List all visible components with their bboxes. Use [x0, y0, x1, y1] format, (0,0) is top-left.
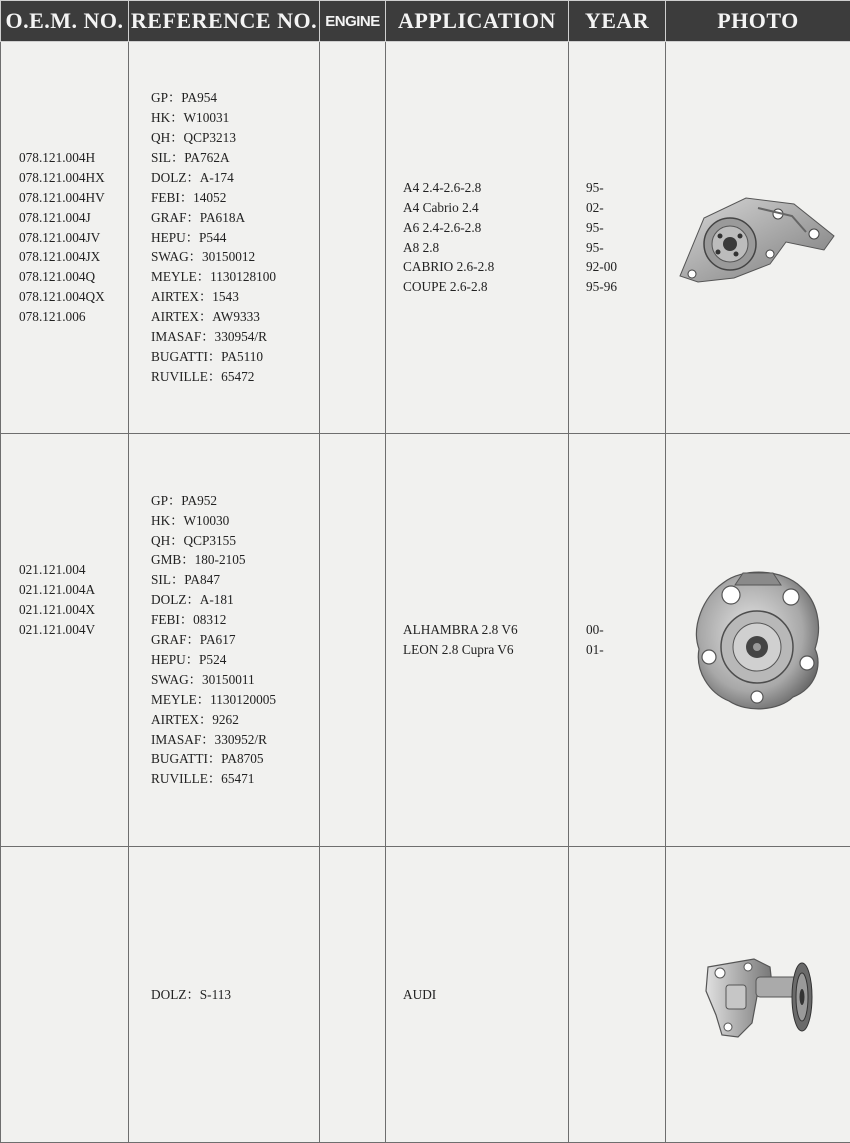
reference-number: HK：W10030 [151, 511, 319, 531]
oem-cell [1, 42, 129, 434]
oem-number: 078.121.004Q [19, 267, 128, 287]
header-reference: REFERENCE NO. [129, 1, 320, 42]
engine-cell [320, 847, 386, 1143]
year-cell [569, 434, 666, 847]
oem-number: 078.121.004HX [19, 168, 128, 188]
reference-number: RUVILLE：65472 [151, 367, 319, 387]
photo-cell [666, 847, 850, 1143]
reference-number: MEYLE：1130128100 [151, 267, 319, 287]
header-oem: O.E.M. NO. [1, 1, 129, 42]
reference-number: GMB：180-2105 [151, 550, 319, 570]
oem-cell [1, 847, 129, 1143]
reference-number: IMASAF：330954/R [151, 327, 319, 347]
reference-number: QH：QCP3213 [151, 128, 319, 148]
application-model: A8 2.8 [403, 238, 568, 258]
header-engine: ENGINE [320, 1, 386, 42]
reference-number: SIL：PA847 [151, 570, 319, 590]
year-range: 00- [586, 620, 665, 640]
reference-cell [129, 847, 320, 1143]
oem-number: 078.121.004HV [19, 188, 128, 208]
header-photo: PHOTO [666, 1, 850, 42]
oem-number: 078.121.004QX [19, 287, 128, 307]
reference-number: AIRTEX：9262 [151, 710, 319, 730]
year-range: 95- [586, 178, 665, 198]
oem-cell [1, 434, 129, 847]
application-model: A4 2.4-2.6-2.8 [403, 178, 568, 198]
application-model: AUDI [403, 985, 568, 1005]
reference-number: SIL：PA762A [151, 148, 319, 168]
oem-number: 021.121.004 [19, 560, 128, 580]
application-cell [386, 847, 569, 1143]
reference-number: FEBI：14052 [151, 188, 319, 208]
reference-number: GRAF：PA618A [151, 208, 319, 228]
engine-cell [320, 434, 386, 847]
table-row [1, 42, 850, 434]
reference-number: GRAF：PA617 [151, 630, 319, 650]
application-model: LEON 2.8 Cupra V6 [403, 640, 568, 660]
reference-number: GP：PA954 [151, 88, 319, 108]
reference-number: BUGATTI：PA5110 [151, 347, 319, 367]
table-row [1, 434, 850, 847]
water-pump-pulley-icon [666, 945, 850, 1045]
year-range: 92-00 [586, 257, 665, 277]
water-pump-flat-icon [666, 190, 850, 286]
reference-number: SWAG：30150011 [151, 670, 319, 690]
oem-number: 078.121.006 [19, 307, 128, 327]
reference-number: BUGATTI：PA8705 [151, 749, 319, 769]
application-model: A4 Cabrio 2.4 [403, 198, 568, 218]
reference-number: IMASAF：330952/R [151, 730, 319, 750]
header-application: APPLICATION [386, 1, 569, 42]
application-model: A6 2.4-2.6-2.8 [403, 218, 568, 238]
year-range: 95- [586, 238, 665, 258]
year-cell [569, 847, 666, 1143]
application-model: COUPE 2.6-2.8 [403, 277, 568, 297]
reference-number: FEBI：08312 [151, 610, 319, 630]
reference-cell [129, 42, 320, 434]
application-cell [386, 434, 569, 847]
reference-number: AIRTEX：AW9333 [151, 307, 319, 327]
oem-number: 078.121.004J [19, 208, 128, 228]
oem-number: 078.121.004JX [19, 247, 128, 267]
reference-number: QH：QCP3155 [151, 531, 319, 551]
reference-number: MEYLE：1130120005 [151, 690, 319, 710]
reference-number: RUVILLE：65471 [151, 769, 319, 789]
oem-number: 078.121.004JV [19, 228, 128, 248]
engine-cell [320, 42, 386, 434]
header-row [1, 1, 850, 42]
reference-number: DOLZ：A-174 [151, 168, 319, 188]
water-pump-round-icon [666, 565, 850, 715]
reference-cell [129, 434, 320, 847]
photo-cell [666, 434, 850, 847]
reference-number: HK：W10031 [151, 108, 319, 128]
oem-number: 021.121.004V [19, 620, 128, 640]
reference-number: GP：PA952 [151, 491, 319, 511]
application-model: CABRIO 2.6-2.8 [403, 257, 568, 277]
table-row [1, 847, 850, 1143]
year-range: 95- [586, 218, 665, 238]
reference-number: SWAG：30150012 [151, 247, 319, 267]
photo-cell [666, 42, 850, 434]
reference-number: HEPU：P524 [151, 650, 319, 670]
reference-number: DOLZ：S-113 [151, 985, 319, 1005]
oem-number: 078.121.004H [19, 148, 128, 168]
year-cell [569, 42, 666, 434]
application-cell [386, 42, 569, 434]
year-range: 02- [586, 198, 665, 218]
reference-number: DOLZ：A-181 [151, 590, 319, 610]
application-model: ALHAMBRA 2.8 V6 [403, 620, 568, 640]
year-range: 95-96 [586, 277, 665, 297]
reference-number: HEPU：P544 [151, 228, 319, 248]
header-year: YEAR [569, 1, 666, 42]
oem-number: 021.121.004A [19, 580, 128, 600]
oem-number: 021.121.004X [19, 600, 128, 620]
reference-number: AIRTEX：1543 [151, 287, 319, 307]
year-range: 01- [586, 640, 665, 660]
